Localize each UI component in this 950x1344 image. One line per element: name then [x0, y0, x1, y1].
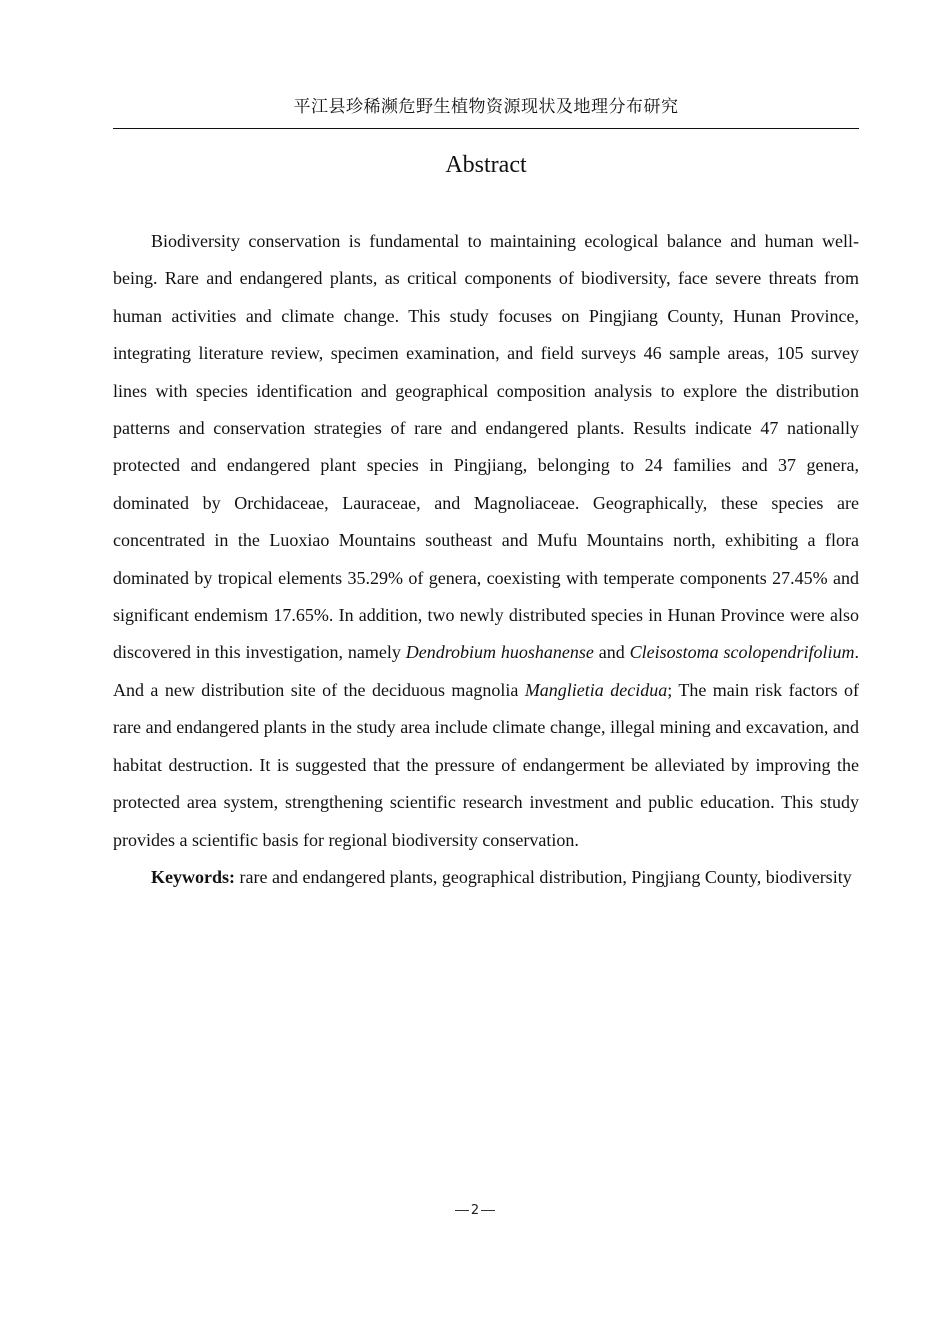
abstract-text-2: and — [593, 642, 630, 663]
keywords-label: Keywords: — [151, 866, 235, 887]
keywords-paragraph — [113, 859, 859, 896]
species-name-3: Manglietia decidua — [524, 679, 668, 700]
running-header-title: 平江县珍稀濒危野生植物资源现状及地理分布研究 — [293, 97, 679, 117]
species-name-1: Dendrobium huoshanense — [405, 642, 594, 663]
abstract-text-1: Biodiversity conservation is fundamental to maintaining ecological balance and human well-being. Rare and endangered plants, as critical components of biodiversity, face severe threats from human activities and climate change. This study focuses on Pingjiang County, Hunan Province, integrating literature review, specimen examination, and field surveys 46 sample areas, 105 survey lines with species identification and geographical composition analysis to explore the distribution patterns and conservation strategies of rare and endangered plants. Results indicate 47 nationally protected and endangered plant species in Pingjiang, belonging to 24 families and 37 genera, dominated by Orchidaceae, Lauraceae, and Magnoliaceae. Geographically, these species are concentrated in the Luoxiao Mountains southeast and Mufu Mountains north, exhibiting a flora dominated by tropical elements 35.29% of genera, coexisting with temperate components 27.45% and significant endemism 17.65%. In addition, two newly distributed species in Hunan Province were also discovered in this investigation, namely — [113, 231, 859, 663]
page-footer — [0, 1203, 950, 1218]
section-title: Abstract — [445, 152, 527, 178]
page-number: 2 — [470, 1203, 480, 1218]
footer-dash-left — [455, 1210, 469, 1211]
abstract-text-3: . And a new distribution site of the deciduous magnolia — [113, 642, 859, 700]
species-name-2: Cleisostoma scolopendrifolium — [629, 642, 855, 663]
keywords-text: rare and endangered plants, geographical distribution, Pingjiang County, biodiversity — [235, 866, 852, 887]
header-rule — [113, 128, 859, 129]
abstract-body — [113, 223, 859, 896]
footer-dash-right — [481, 1210, 495, 1211]
abstract-text-4: ; The main risk factors of rare and endangered plants in the study area include climate change, illegal mining and excavation, and habitat destruction. It is suggested that the pressure of endangerment be alleviated by improving the protected area system, strengthening scientific research investment and public education. This study provides a scientific basis for regional biodiversity conservation. — [113, 679, 859, 850]
abstract-paragraph — [113, 223, 859, 859]
